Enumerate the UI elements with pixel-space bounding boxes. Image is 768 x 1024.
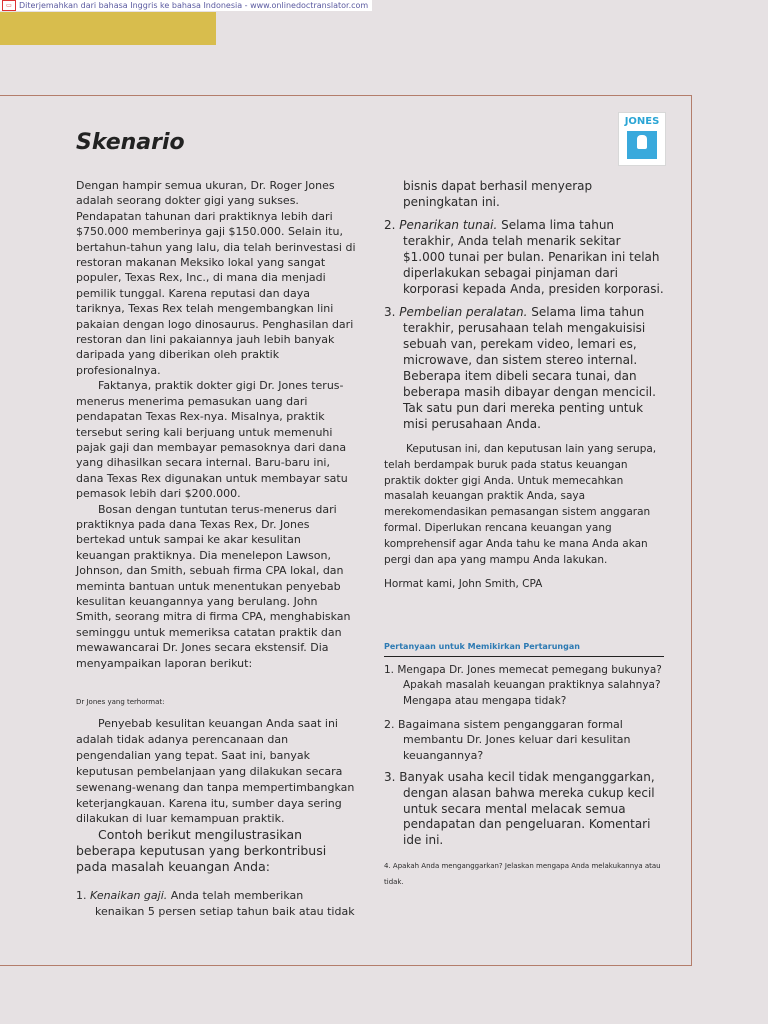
left-column <box>76 178 356 920</box>
paragraph-facts: Faktanya, praktik dokter gigi Dr. Jones terus-menerus menerima pemasukan uang dari pendapatan Texas Rex-nya. Misalnya, praktik tersebut sering kali berjuang untuk memenuhi pajak gaji dan membayar pemasoknya dari dana yang dihasilkan secara internal. Baru-baru ini, dana Texas Rex digunakan untuk membayar satu pemasok lebih dari $200.000. <box>76 379 348 501</box>
paragraph-consult: Bosan dengan tuntutan terus-menerus dari praktiknya pada dana Texas Rex, Dr. Jones bertekad untuk sampai ke akar kesulitan keuangan praktiknya. Dia menelepon Lawson, Johnson, dan Smith, sebuah firma CPA lokal, dan meminta bantuan untuk menentukan penyebab kesulitan keuangannya yang berulang. John Smith, seorang mitra di firma CPA, menghabiskan seminggu untuk memeriksa catatan praktik dan mewawancarai Dr. Jones secara ekstensif. Dia menyampaikan laporan berikut: <box>76 502 351 670</box>
list-item-salary: 1. Kenaikan gaji. Anda telah memberikan kenaikan 5 persen setiap tahun baik atau tidak <box>76 889 355 919</box>
question-1: 1. Mengapa Dr. Jones memecat pemegang bukunya? Apakah masalah keuangan praktiknya salahnya? Mengapa atau mengapa tidak? <box>384 663 662 707</box>
letter-salutation: Dr Jones yang terhormat: <box>76 698 165 706</box>
tooth-icon <box>627 131 657 159</box>
question-4: 4. Apakah Anda menganggarkan? Jelaskan mengapa Anda melakukannya atau tidak. <box>384 862 661 887</box>
paragraph-recommendation: Keputusan ini, dan keputusan lain yang serupa, telah berdampak buruk pada status keuangan praktik dokter gigi Anda. Untuk memecahkan masalah keuangan praktik Anda, saya merekomendasikan pemasangan sistem anggaran formal. Diperlukan rencana keuangan yang komprehensif agar Anda tahu ke mana Anda akan pergi dan apa yang mampu Anda lakukan. <box>384 443 657 566</box>
list-item-continued: bisnis dapat berhasil menyerap peningkatan ini. <box>403 179 593 209</box>
item-title: Pembelian peralatan. <box>399 305 528 319</box>
translation-banner[interactable] <box>0 0 372 11</box>
header-color-bar <box>0 12 216 45</box>
paragraph-intro: Dengan hampir semua ukuran, Dr. Roger Jones adalah seorang dokter gigi yang sukses. Pendapatan tahunan dari praktiknya lebih dari $750.000 memberinya gaji $150.000. Selain itu, bertahun-tahun yang lalu, dia telah berinvestasi di restoran makanan Meksiko lokal yang sangat populer, Texas Rex, Inc., di mana dia menjadi pemilik tunggal. Karena reputasi dan daya tariknya, Texas Rex telah mengembangkan lini pakaian dengan logo dinosaurus. Penghasilan dari restoran dan lini pakaiannya jauh lebih banyak daripada yang diberikan oleh praktik profesionalnya. <box>76 179 356 377</box>
paragraph-cause: Penyebab kesulitan keuangan Anda saat ini adalah tidak adanya perencanaan dan pengendalian yang tepat. Saat ini, banyak keputusan pembelanjaan yang dilakukan secara sewenang-wenang dan tanpa mempertimbangkan keterjangkauan. Karena itu, sumber daya sering dilakukan di luar kemampuan praktik. <box>76 717 355 826</box>
question-2: 2. Bagaimana sistem penganggaran formal membantu Dr. Jones keluar dari kesulitan keuangannya? <box>384 717 631 762</box>
page-title: Skenario <box>76 130 185 155</box>
paragraph-examples: Contoh berikut mengilustrasikan beberapa keputusan yang berkontribusi pada masalah keuangan Anda: <box>76 827 327 875</box>
item-title: Penarikan tunai. <box>399 218 498 232</box>
jones-logo <box>618 112 666 166</box>
logo-text: JONES <box>624 116 660 127</box>
right-column <box>384 178 664 890</box>
letter-closing: Hormat kami, John Smith, CPA <box>384 578 543 591</box>
question-3: 3. Banyak usaha kecil tidak menganggarkan, dengan alasan bahwa mereka cukup kecil untuk secara mental melacak semua pendapatan dan pengeluaran. Komentari ide ini. <box>384 770 655 847</box>
list-item-equipment: 3. Pembelian peralatan. Selama lima tahun terakhir, perusahaan telah mengakuisisi sebuah van, perekam video, lemari es, microwave, dan sistem stereo internal. Beberapa item dibeli secara tunai, dan beberapa masih dibayar dengan mencicil. Tak satu pun dari mereka penting untuk misi perusahaan Anda. <box>384 305 656 431</box>
list-item-cash: 2. Penarikan tunai. Selama lima tahun terakhir, Anda telah menarik sekitar $1.000 tunai per bulan. Penarikan ini telah diperlakukan sebagai pinjaman dari korporasi kepada Anda, presiden korporasi. <box>384 218 664 296</box>
pdf-icon: ▭ <box>2 0 16 11</box>
questions-heading: Pertanyaan untuk Memikirkan Pertarungan <box>384 641 664 657</box>
banner-text: Diterjemahkan dari bahasa Inggris ke bahasa Indonesia - www.onlinedoctranslator.com <box>19 1 369 10</box>
item-title: Kenaikan gaji. <box>90 889 168 903</box>
